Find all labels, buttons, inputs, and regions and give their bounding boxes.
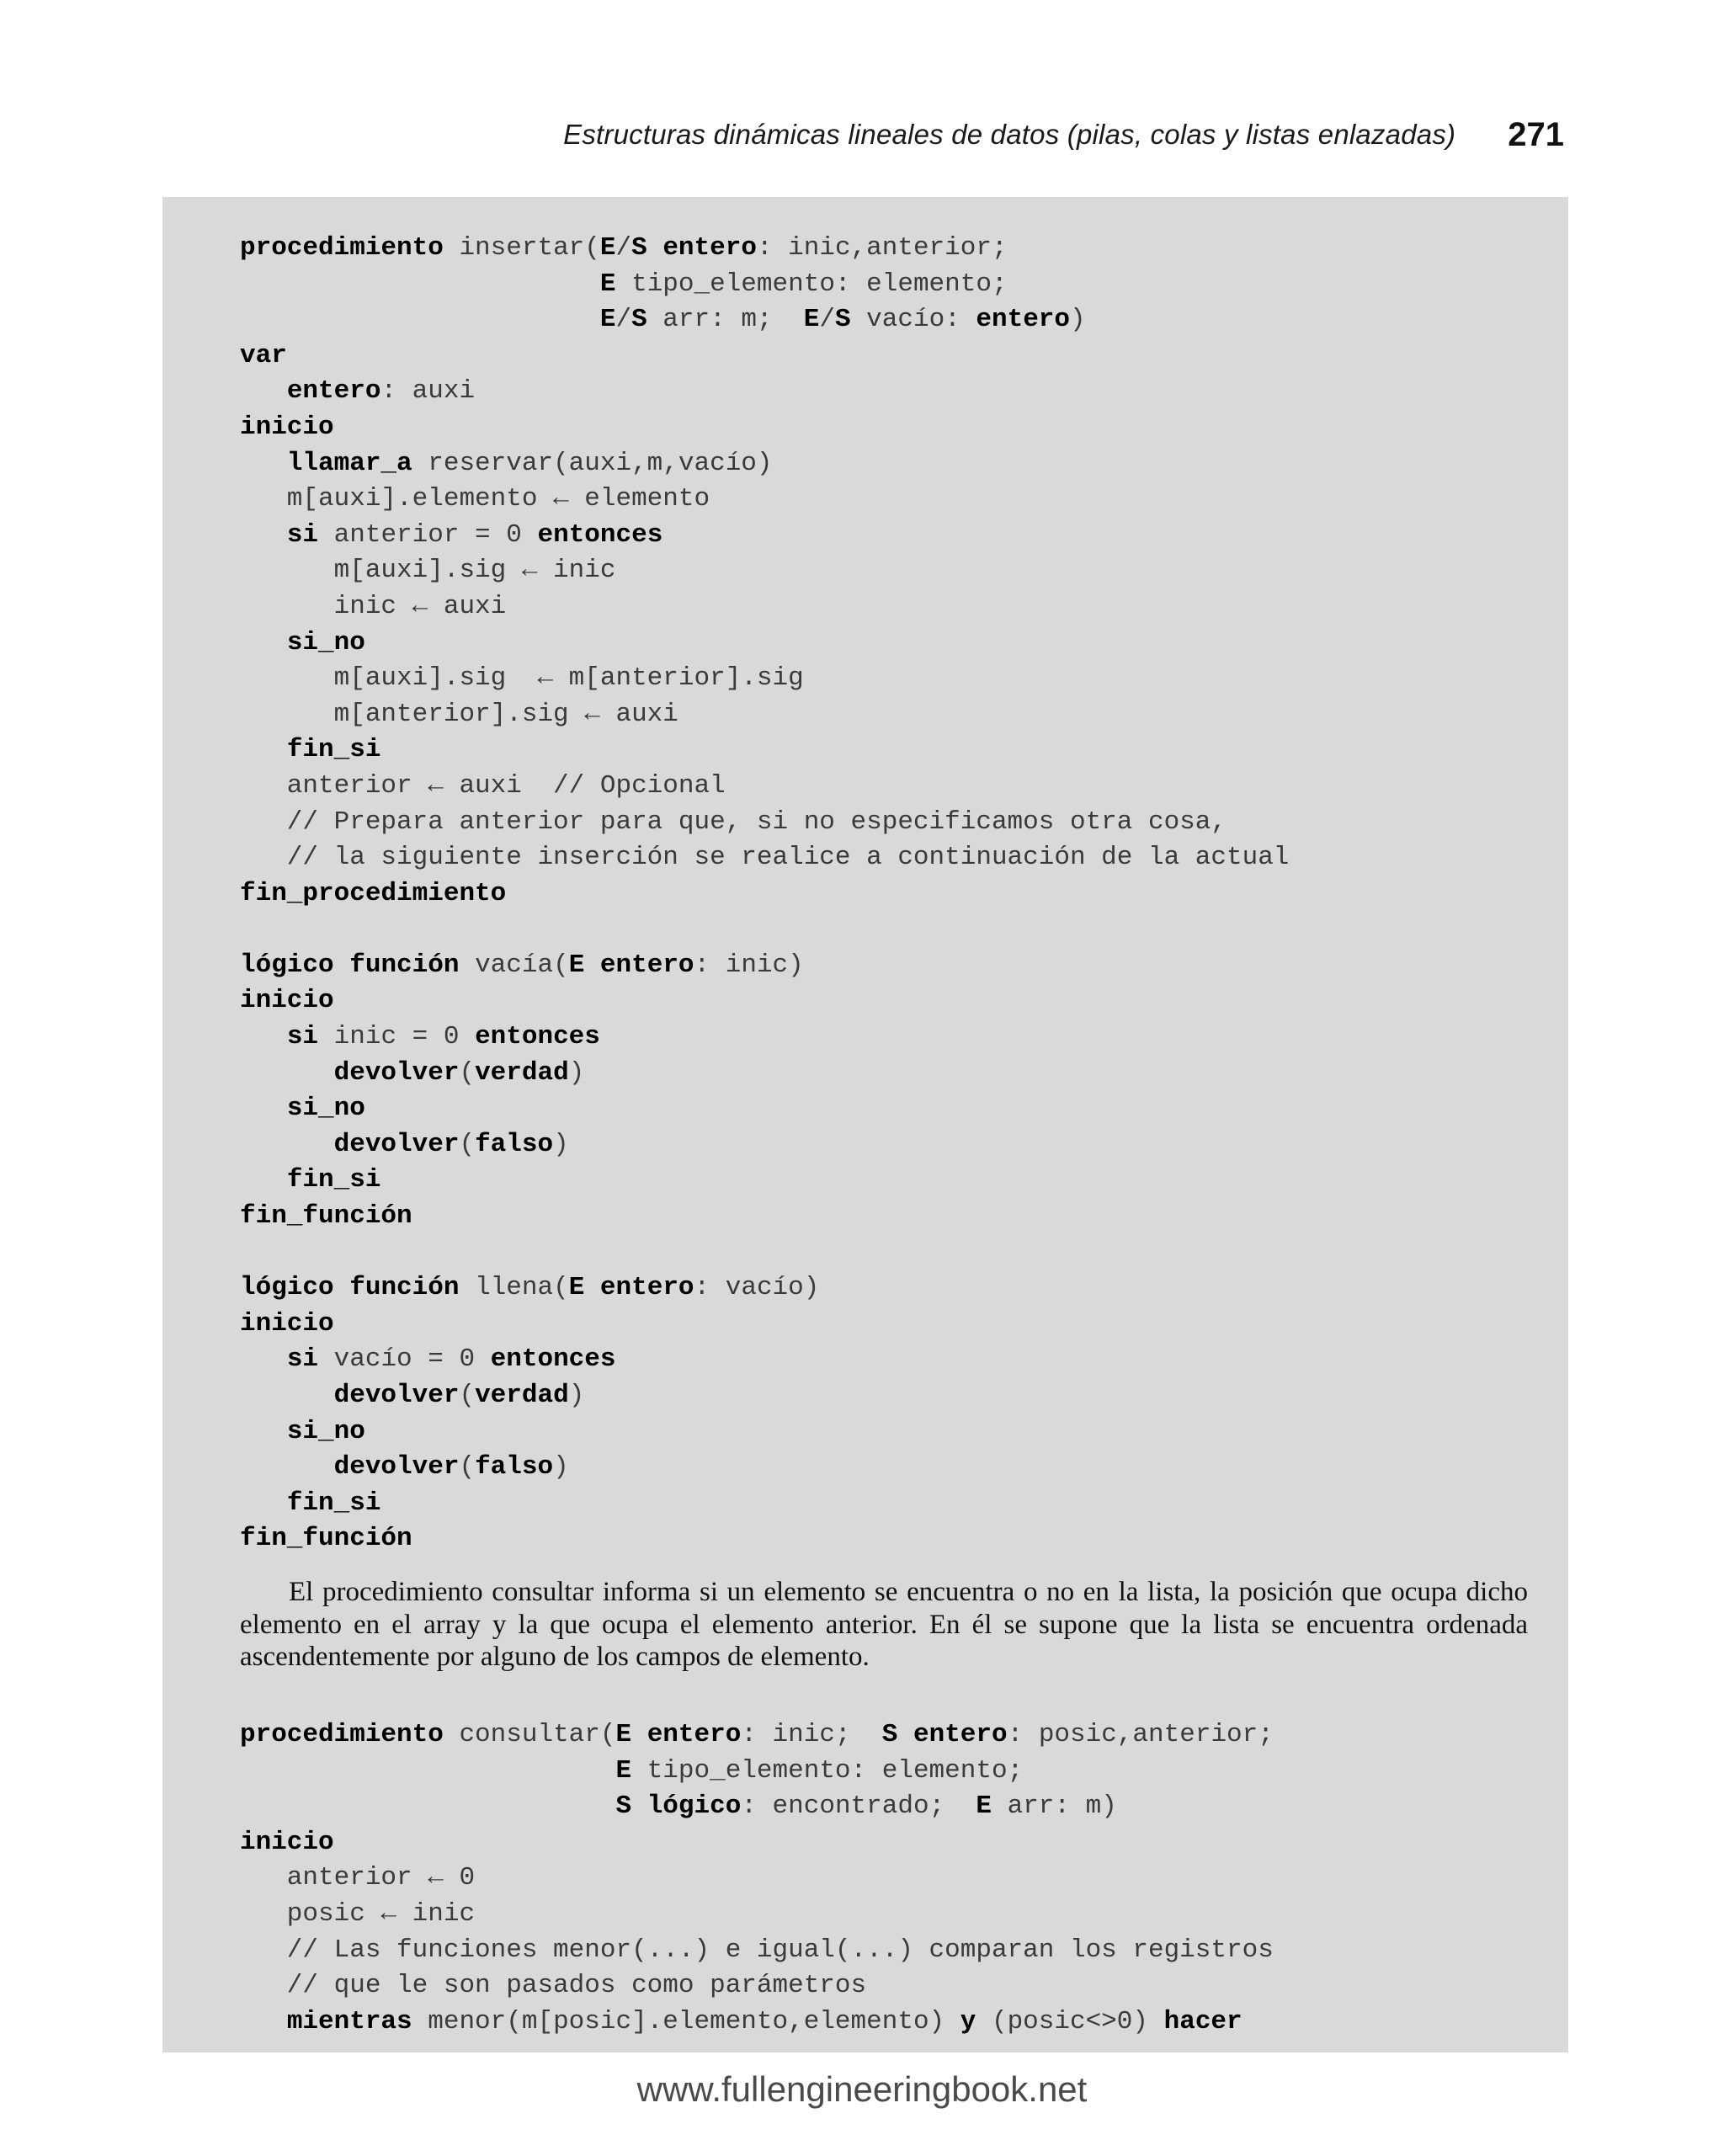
code-keyword: función [349,950,460,980]
code-text: tipo_elemento: elemento; [615,269,1008,299]
code-keyword: verdad [475,1381,569,1410]
code-text: tipo_elemento: elemento; [631,1755,1024,1786]
explanatory-paragraph: El procedimiento consultar informa si un elemento se encuentra o no en la lista, la posición que ocupa dicho elemento en el array y la que ocupa el elemento anterior. En él se supone que la lista se encuentra ordenada ascendentemente por alguno de los campos de elemento. [240,1577,1528,1672]
code-keyword: entero [913,1720,1008,1749]
code-text: reservar(auxi,m,vacío) [412,448,773,478]
code-text: : inic) [694,950,804,980]
code-text [240,2007,287,2036]
code-text [631,1720,647,1749]
code-keyword: llamar_a [286,448,412,478]
code-text: ) [553,1129,569,1159]
code-line [240,1897,1274,1933]
code-line [240,732,1289,769]
code-text [240,735,287,764]
code-keyword: inicio [240,986,334,1016]
code-keyword: inicio [240,1308,334,1339]
code-text: / [819,305,835,335]
code-text: vacío = 0 [318,1344,491,1375]
code-keyword: fin_si [286,735,381,765]
code-panel [162,197,1568,2052]
code-text: vacío: [850,305,976,335]
code-text: : inic,anterior; [756,233,1008,263]
code-keyword: E [615,1720,632,1749]
code-text [334,950,350,980]
code-text: anterior ← 0 [240,1863,476,1893]
code-line [240,1414,1289,1451]
code-keyword: entero [976,305,1071,335]
code-keyword: entero [599,1273,694,1303]
code-text [631,1791,647,1821]
code-text: ) [568,1381,585,1410]
code-line [240,876,1289,913]
code-line [240,553,1289,589]
code-keyword: S [631,305,647,335]
code-text: : vacío) [694,1273,820,1303]
code-keyword: entonces [475,1022,600,1052]
code-keyword: si [286,1344,319,1375]
code-block-consultar [240,1717,1274,2040]
code-keyword: E [615,1755,632,1786]
code-text: arr: m; [646,305,804,335]
code-text: : auxi [380,376,476,407]
code-line [240,1307,1289,1343]
code-text: vacía( [459,950,569,980]
code-line [240,1163,1289,1199]
code-text: anterior = 0 [318,519,538,550]
code-line [240,1127,1289,1163]
code-keyword: S [615,1791,632,1822]
code-text: menor(m[posic].elemento,elemento) [412,2006,960,2036]
code-keyword: función [349,1273,460,1303]
code-text: / [615,233,632,263]
code-line [240,338,1289,375]
code-text: ( [459,1129,476,1159]
code-line [240,1825,1274,1861]
code-line [240,1717,1274,1754]
code-line [240,983,1289,1019]
code-keyword: hacer [1163,2006,1242,2036]
code-keyword: si [286,1022,319,1052]
code-text [240,1130,334,1159]
code-keyword: devolver [333,1381,460,1410]
code-text [240,1791,615,1821]
code-text [240,376,287,406]
code-line [240,410,1289,446]
code-keyword: E [599,233,616,263]
code-text [240,520,287,550]
code-keyword: lógico [240,1273,334,1303]
code-keyword: fin_si [286,1165,381,1195]
code-text: / [615,305,632,335]
code-line [240,769,1289,805]
code-text: ) [568,1057,585,1088]
code-line [240,302,1289,338]
code-text: ) [553,1452,569,1483]
code-keyword: E [976,1791,992,1822]
code-keyword: procedimiento [240,1720,444,1749]
code-keyword: procedimiento [240,233,444,263]
code-keyword: E [803,305,820,335]
code-text [240,628,287,657]
code-keyword: E [568,950,585,980]
code-keyword: si_no [286,1416,365,1446]
code-text: // Las funciones menor(...) e igual(...) comparan los registros [240,1935,1274,1965]
code-keyword: inicio [240,1827,334,1857]
code-keyword: si_no [286,627,365,657]
code-block-insertar-vacia-llena [240,231,1289,1557]
code-line [240,840,1289,876]
code-line [240,1861,1274,1897]
code-text: inic = 0 [318,1022,476,1052]
code-keyword: devolver [333,1452,460,1483]
code-keyword: S [881,1720,898,1749]
code-text [240,1756,615,1786]
code-keyword: inicio [240,412,334,442]
code-text: : posic,anterior; [1007,1720,1274,1749]
code-line [240,1486,1289,1522]
code-text: insertar( [443,233,600,263]
code-line [240,1521,1289,1557]
footer-url: www.fullengineeringbook.net [636,2069,1088,2109]
code-line [240,1933,1274,1969]
code-text: ( [459,1452,476,1483]
code-line [240,912,1289,948]
code-keyword: lógico [646,1791,742,1822]
code-keyword: verdad [475,1057,569,1088]
code-text: m[auxi].sig ← inic [240,556,616,586]
code-text [584,950,600,980]
code-text: // Prepara anterior para que, si no especificamos otra cosa, [240,807,1226,837]
code-text: ( [459,1381,476,1410]
code-line [240,1199,1289,1235]
code-keyword: entero [646,1720,742,1749]
code-text: ( [459,1057,476,1088]
code-line [240,1270,1289,1307]
code-keyword: entero [662,233,757,263]
page-number: 271 [1508,115,1564,153]
code-line [240,482,1289,518]
code-text [240,1488,287,1518]
code-keyword: fin_procedimiento [240,878,507,908]
code-line [240,1056,1289,1092]
code-keyword: entonces [490,1344,616,1375]
code-line [240,1342,1289,1378]
code-keyword: mientras [286,2006,412,2036]
code-keyword: E [599,305,616,335]
running-title: Estructuras dinámicas lineales de datos (pilas, colas y listas enlazadas) [563,119,1456,150]
code-line [240,2004,1274,2041]
code-text: anterior ← auxi // Opcional [240,770,726,801]
code-line [240,697,1289,733]
code-text: : encontrado; [741,1791,976,1822]
code-line [240,1754,1274,1790]
code-keyword: S [834,305,851,335]
code-text: llena( [459,1273,569,1303]
code-line [240,267,1289,303]
code-text: m[anterior].sig ← auxi [240,699,678,729]
code-keyword: fin_función [240,1201,412,1232]
code-keyword: y [960,2006,976,2036]
code-line [240,1091,1289,1127]
code-text [897,1720,913,1749]
code-keyword: devolver [333,1129,460,1159]
code-keyword: entero [286,376,381,407]
code-text: arr: m) [991,1791,1117,1822]
code-keyword: devolver [333,1057,460,1088]
code-line [240,805,1289,841]
code-line [240,626,1289,662]
code-keyword: si [286,519,319,550]
code-line [240,446,1289,482]
code-line [240,1235,1289,1271]
code-keyword: lógico [240,950,334,980]
code-text: m[auxi].elemento ← elemento [240,484,710,514]
running-head [563,109,1564,160]
code-keyword: fin_si [286,1488,381,1518]
code-keyword: si_no [286,1094,365,1124]
code-text: posic ← inic [240,1898,476,1929]
code-text [240,1022,287,1051]
code-text [240,1094,287,1123]
code-line [240,589,1289,626]
code-text [647,233,663,263]
code-text: (posic<>0) [976,2006,1164,2036]
code-keyword: entonces [537,519,663,550]
code-text: ) [1070,305,1086,335]
code-text [334,1273,350,1302]
code-line [240,518,1289,554]
code-text [240,1417,287,1446]
code-line [240,661,1289,697]
code-keyword: E [568,1273,585,1303]
code-keyword: var [240,340,287,370]
code-text [240,1165,287,1195]
code-text [240,1452,334,1482]
code-text: // la siguiente inserción se realice a continuación de la actual [240,843,1290,873]
code-text [240,269,600,299]
code-line [240,231,1289,267]
code-line [240,1378,1289,1414]
code-line [240,374,1289,410]
code-text [584,1273,600,1302]
code-keyword: falso [475,1129,554,1159]
code-text: // que le son pasados como parámetros [240,1971,867,2001]
code-keyword: S [631,233,647,263]
code-keyword: falso [475,1452,554,1483]
code-text [240,1381,334,1410]
code-keyword: entero [599,950,694,980]
code-line [240,948,1289,984]
code-text: inic ← auxi [240,591,507,621]
code-text: consultar( [443,1720,616,1749]
code-line [240,1019,1289,1056]
code-line [240,1789,1274,1825]
code-text: m[auxi].sig ← m[anterior].sig [240,663,804,694]
code-text [240,1344,287,1374]
code-text [240,305,600,334]
code-text [240,1058,334,1088]
code-line [240,1968,1274,2004]
code-keyword: fin_función [240,1524,412,1554]
code-text: : inic; [741,1720,882,1749]
code-line [240,1450,1289,1486]
code-text [240,449,287,478]
code-keyword: E [599,269,616,299]
